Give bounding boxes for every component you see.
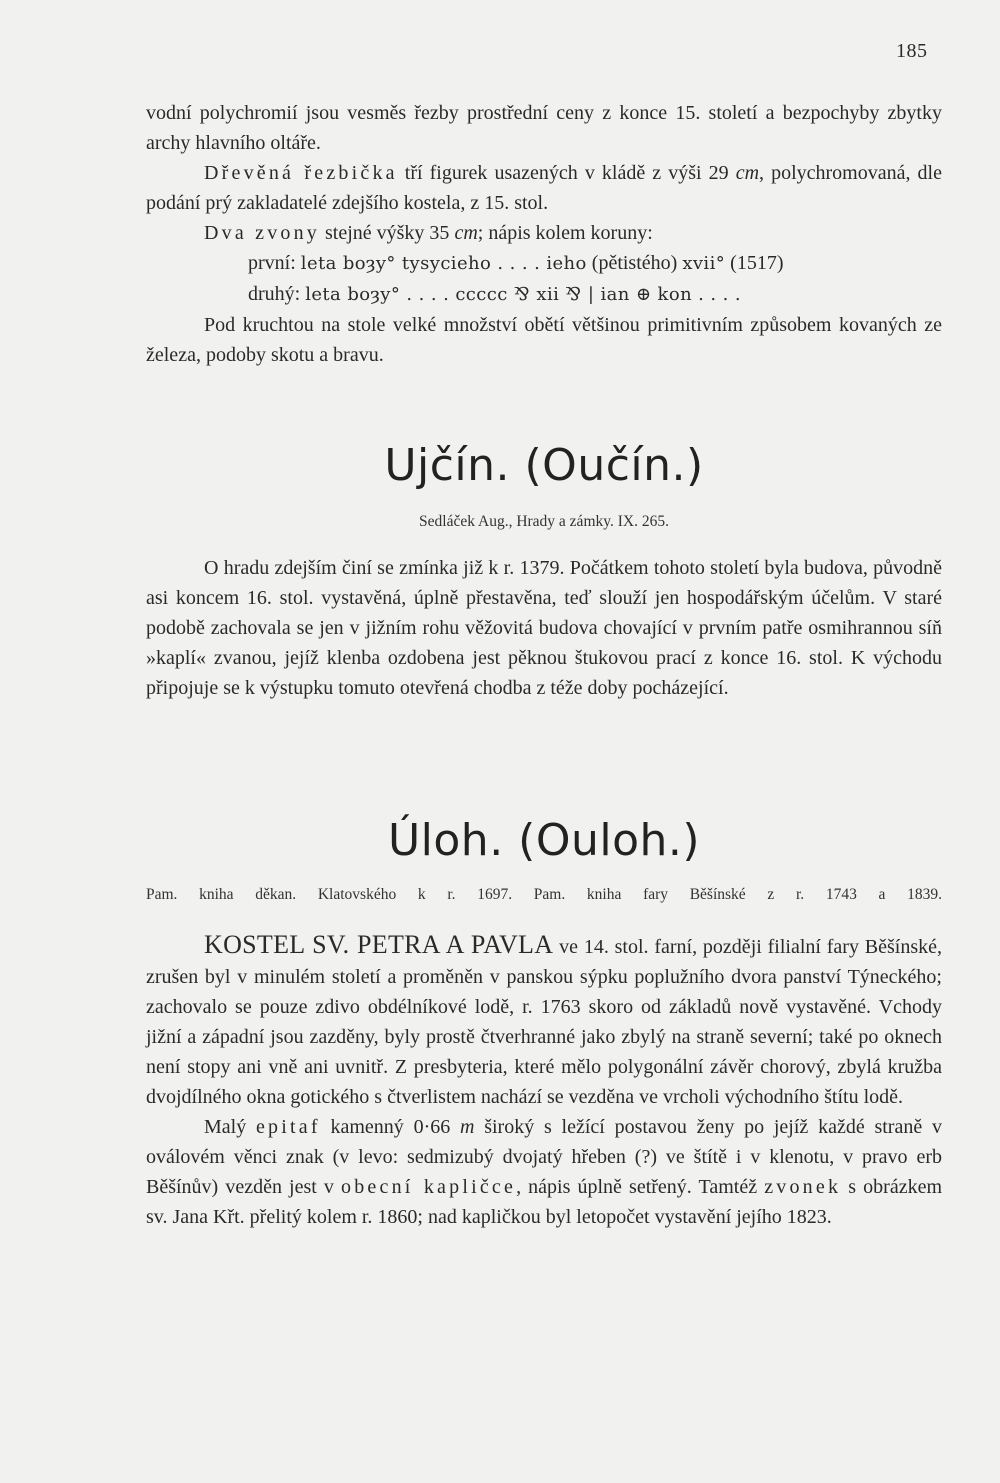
term-chapel: obecní kapličce [341, 1176, 517, 1198]
gothic-inscription: leta boȝy° tysyciehо . . . . ieho [300, 253, 587, 274]
page-number: 185 [896, 40, 928, 62]
section-heading-uloh: Úloh. (Ouloh.) [387, 815, 701, 866]
section-uloh-body [146, 930, 942, 1232]
paragraph-offerings: Pod kruchtou na stole velké množství obětí většinou primitivním způsobem kovaných ze železa, podoby skotu a bravu. [146, 314, 942, 366]
term-epitaph: epitaf [255, 1116, 321, 1138]
term-small-bell: zvonek [764, 1176, 842, 1198]
paragraph-castle: O hradu zdejším činí se zmínka již k r. 1379. Počátkem tohoto století byla budova, původně asi koncem 16. stol. vystavěná, úplně přestavěna, teď slouží jen hospodářským účelům. V staré podobě zachovala se jen v jižním rohu věžovitá budova chovající v prvním patře osmihrannou síň »kaplí« zvanou, jejíž klenba ozdobena jest pěknou štukovou prací z konce 16. stol. K východu připojuje se k výstupku tomuto otevřená chodba z téže doby pocházející. [146, 557, 942, 699]
bell-inscription-first: první: leta boȝy° tysyciehо . . . . ieho (pětistého) xvii° (1517) [248, 252, 784, 274]
paragraph-altar: vodní polychromií jsou vesměs řezby prostřední ceny z konce 15. století a bezpochyby zbytky archy hlavního oltáře. [146, 102, 942, 154]
source-citation-uloh: Pam. kniha děkan. Klatovského k r. 1697. Pam. kniha fary Běšínské z r. 1743 a 1839. [146, 886, 942, 903]
top-section [146, 98, 942, 370]
bell-inscription-second: druhý: leta boȝy° . . . . ccccc ⅋ xii ⅋ | ian ⊕ kon . . . . [248, 283, 742, 305]
source-citation-ujcin: Sedláček Aug., Hrady a zámky. IX. 265. [419, 513, 669, 530]
term-woodcarving: Dřevěná řezbička [204, 162, 398, 184]
paragraph-epitaph: Malý epitaf kamenný 0·66 m široký s ležící postavou ženy po jejíž každé straně v oválovém věnci znak (v levo: sedmizubý dvojatý hřeben (?) ve štítě i v klenotu, v pravo erb Běšínův) vezděn jest v obecní kapličce, nápis úplně setřený. Tamtéž zvonek s obrázkem sv. Jana Křt. přelitý kolem r. 1860; nad kapličkou byl letopočet vystavění jejího 1823. [146, 1116, 943, 1228]
section-ujcin-body [146, 553, 942, 703]
term-bells: Dva zvony [204, 222, 320, 244]
paragraph-church: KOSTEL SV. PETRA A PAVLA ve 14. stol. farní, později filialní fary Běšínské, zrušen byl v minulém století a proměněn v panskou sýpku poplužního dvora panství Týneckého; zachovalo se pouze zdivo obdélníkové lodě, r. 1763 skoro od základů nově vystavěné. Vchody jižní a západní jsou zazděny, byly prostě čtverhranné jako zbylý na straně severní; také po oknech není stopy ani vně ani uvnitř. Z presbyteria, které mělo polygonální závěr chorový, zbylá kružba dvojdílného okna gotického s čtverlistem nachází se vezděna ve vrcholi východního štítu lodě. [146, 930, 942, 1108]
gothic-inscription: leta boȝy° . . . . ccccc ⅋ xii ⅋ | ian ⊕ kon . . . . [305, 284, 742, 305]
paragraph-woodcarving: Dřevěná řezbička tří figurek usazených v kládě z výši 29 cm, polychromovaná, dle podání prý zakladatelé zdejšího kostela, z 15. stol. [146, 162, 942, 214]
paragraph-bells: Dva zvony stejné výšky 35 cm; nápis kolem koruny: [204, 222, 653, 244]
section-heading-ujcin: Ujčín. (Oučín.) [384, 440, 704, 491]
church-name: KOSTEL SV. PETRA A PAVLA [204, 930, 554, 959]
